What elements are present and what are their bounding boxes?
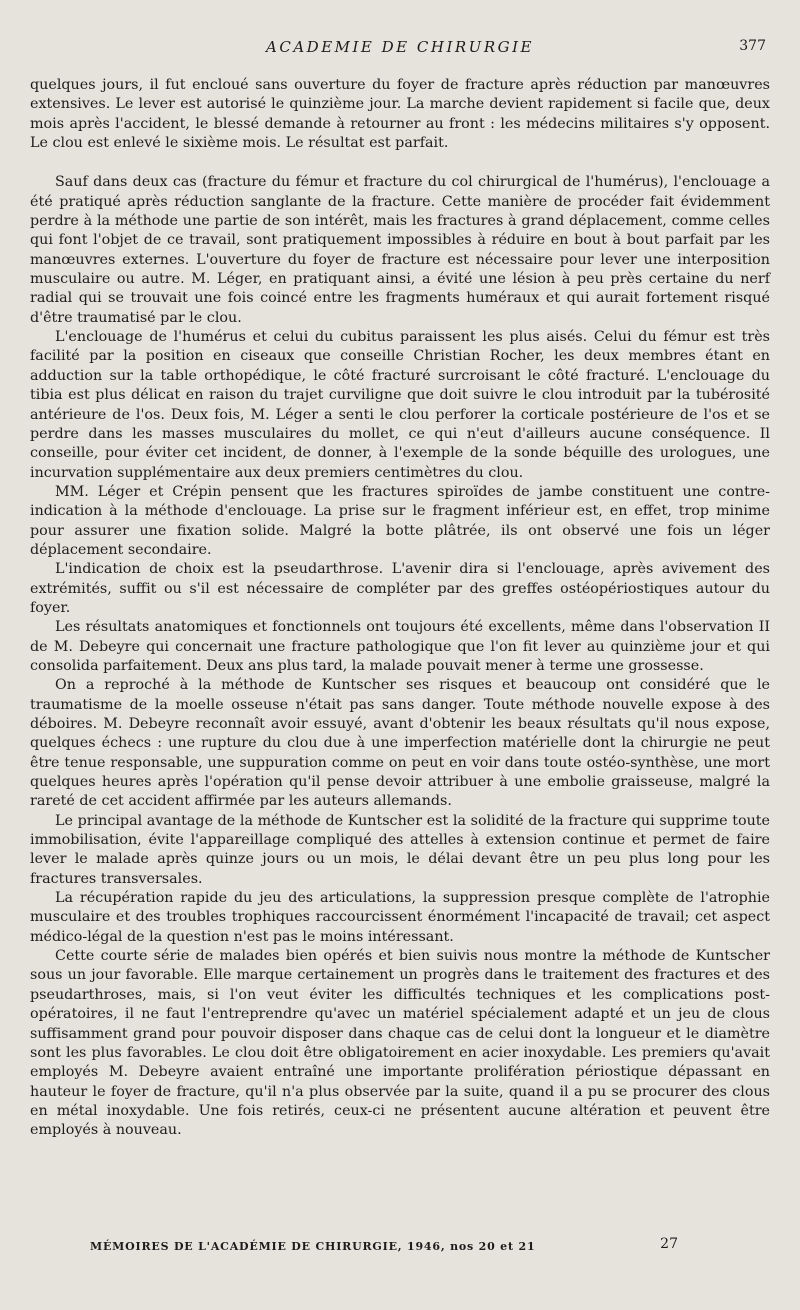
paragraph: On a reproché à la méthode de Kuntscher ses risques et beaucoup ont considéré que le traumatisme de la moelle osseuse n'était pas sans danger. Toute méthode nouvelle expose à des déboires. M. Debeyre reconnaît avoir essuyé, avant d'obtenir les beaux résultats qu'il nous expose, quelques échecs : une rupture du clou due à une imperfection matérielle dont la chirurgie ne peut être tenue responsable, une suppuration comme on peut en voir dans toute ostéo-synthèse, une mort quelques heures après l'opération qu'il pense devoir attribuer à une embolie graisseuse, malgré la rareté de cet accident affirmée par les auteurs allemands. [30, 677, 770, 810]
running-header [30, 38, 770, 60]
paragraph: La récupération rapide du jeu des articulations, la suppression presque complète de l'atrophie musculaire et des troubles trophiques raccourcissent énormément l'incapacité de travail; cet aspect médico-légal de la question n'est pas le moins intéressant. [30, 890, 770, 945]
paragraph: Cette courte série de malades bien opérés et bien suivis nous montre la méthode de Kuntscher sous un jour favorable. Elle marque certainement un progrès dans le traitement des fractures et des pseudarthroses, mais, si l'on veut éviter les difficultés techniques et les complications post-opératoires, il ne faut l'entreprendre qu'avec un matériel spécialement adapté et un jeu de clous suffisamment grand pour pouvoir disposer dans chaque cas de celui dont la longueur et le diamètre sont les plus favorables. Le clou doit être obligatoirement en acier inoxydable. Les premiers qu'avait employés M. Debeyre avaient entraîné une importante prolifération périostique dépassant en hauteur le foyer de fracture, qu'il n'a plus observée par la suite, quand il a pu se procurer des clous en métal inoxydable. Une fois retirés, ceux-ci ne présentent aucune altération et peuvent être employés à nouveau. [30, 948, 770, 1139]
paragraph: MM. Léger et Crépin pensent que les fractures spiroïdes de jambe constituent une contre-indication à la méthode d'enclouage. La prise sur le fragment inférieur est, en effet, trop minime pour assurer une fixation solide. Malgré la botte plâtrée, ils ont observé une fois un léger déplacement secondaire. [30, 483, 770, 558]
paragraph: quelques jours, il fut encloué sans ouverture du foyer de fracture après réduction par manœuvres extensives. Le lever est autorisé le quinzième jour. La marche devient rapidement si facile que, deux mois après l'accident, le blessé demande à retourner au front : les médecins militaires s'y opposent. Le clou est enlevé le sixième mois. Le résultat est parfait. [30, 77, 770, 152]
paragraph: Les résultats anatomiques et fonctionnels ont toujours été excellents, même dans l'observation II de M. Debeyre qui concernait une fracture pathologique que l'on fit lever au quinzième jour et qui consolida parfaitement. Deux ans plus tard, la malade pouvait mener à terme une grossesse. [30, 619, 770, 674]
page-footer [30, 1236, 770, 1260]
paragraph: Sauf dans deux cas (fracture du fémur et fracture du col chirurgical de l'humérus), l'enclouage a été pratiqué après réduction sanglante de la fracture. Cette manière de procéder fait évidemment perdre à la méthode une partie de son intérêt, mais les fractures à grand déplacement, comme celles qui font l'objet de ce travail, sont pratiquement impossibles à réduire en bout à bout parfait par les manœuvres externes. L'ouverture du foyer de fracture est nécessaire pour lever une interposition musculaire ou autre. M. Léger, en pratiquant ainsi, a évité une lésion à peu près certaine du nerf radial qui se trouvait une fois coincé entre les fragments huméraux et qui aurait fortement risqué d'être traumatisé par le clou. [30, 174, 770, 326]
paragraph: L'indication de choix est la pseudarthrose. L'avenir dira si l'enclouage, après avivement des extrémités, suffit ou s'il est nécessaire de compléter par des greffes ostéopériostiques autour du foyer. [30, 561, 770, 616]
paragraph: Le principal avantage de la méthode de Kuntscher est la solidité de la fracture qui supprime toute immobilisation, évite l'appareillage compliqué des attelles à extension continue et permet de faire lever le malade après quinze jours ou un mois, le délai devant être un peu plus long pour les fractures transversales. [30, 812, 770, 887]
running-title: ACADEMIE DE CHIRURGIE [266, 38, 534, 56]
body-text [30, 76, 770, 1141]
footer-page-number: 27 [660, 1236, 678, 1252]
journal-citation: MÉMOIRES DE L'ACADÉMIE DE CHIRURGIE, 1946, nos 20 et 21 [90, 1240, 536, 1253]
paragraph: L'enclouage de l'humérus et celui du cubitus paraissent les plus aisés. Celui du fémur est très facilité par la position en ciseaux que conseille Christian Rocher, les deux membres étant en adduction sur la table orthopédique, le côté fracturé surcroisant le côté fracturé. L'enclouage du tibia est plus délicat en raison du trajet curviligne que doit suivre le clou introduit par la tubérosité antérieure de l'os. Deux fois, M. Léger a senti le clou perforer la corticale postérieure de l'os et se perdre dans les masses musculaires du mollet, ce qui n'eut d'ailleurs aucune conséquence. Il conseille, pour éviter cet incident, de donner, à l'exemple de la sonde béquille des urologues, une incurvation supplémentaire aux deux premiers centimètres du clou. [30, 329, 770, 481]
page-number: 377 [739, 38, 766, 54]
